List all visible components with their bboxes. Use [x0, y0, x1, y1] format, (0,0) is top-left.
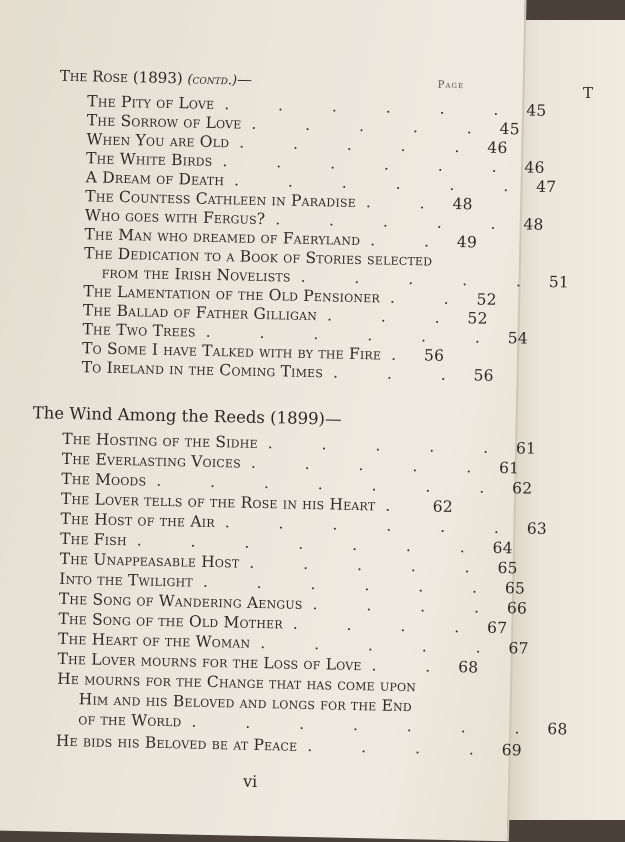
- toc-entry: The Fish . . . . . . . 64: [59, 529, 513, 558]
- toc-entry: The Hosting of the Sidhe . . . . . 61: [62, 429, 537, 458]
- toc-entry: The Host of the Air . . . . . . 63: [60, 509, 548, 538]
- toc-entry: The Countess Cathleen in Paradise . . 48: [85, 187, 473, 214]
- section-heading-wind-among-the-reeds: The Wind Among the Reeds (1899)—: [32, 403, 342, 429]
- page-folio: vi: [242, 771, 258, 791]
- toc-entry: The Two Trees . . . . . . 54: [82, 320, 529, 348]
- page-column-label: Page: [437, 79, 465, 92]
- toc-entry-continuation: of the World . . . . . . . 68: [78, 710, 568, 739]
- toc-entry: The Lover tells of the Rose in his Heart . 62: [60, 489, 454, 517]
- toc-entry: The Lamentation of the Old Pensioner . . 52: [83, 282, 497, 309]
- toc-entry: The Man who dreamed of Faeryland . . 49: [84, 225, 478, 252]
- toc-entry: He mourns for the Change that has come upon: [56, 669, 417, 696]
- toc-entry: The Pity of Love . . . . . . 45: [87, 92, 547, 120]
- toc-entry: To Ireland in the Coming Times . . . 56: [81, 358, 494, 385]
- toc-entry-continuation: from the Irish Novelists . . . . . 51: [101, 263, 570, 292]
- toc-entry: The Ballad of Father Gilligan . . . 52: [82, 301, 488, 328]
- toc-entry: The Everlasting Voices . . . . . 61: [61, 449, 520, 478]
- toc-entry: The White Birds . . . . . . 46: [85, 149, 545, 177]
- section-heading-the-rose: The Rose (1893) (contd.)—: [59, 66, 253, 89]
- toc-entry: He bids his Beloved be at Peace . . . . 69: [55, 731, 523, 760]
- toc-entry: The Moods . . . . . . . 62: [61, 469, 533, 498]
- toc-entry: A Dream of Death . . . . . . 47: [85, 168, 557, 197]
- toc-entry: Who goes with Fergus? . . . . . 48: [84, 206, 544, 234]
- toc-entry: The Song of Wandering Aengus . . . . 66: [58, 589, 528, 618]
- contd-label: (contd.): [187, 72, 238, 89]
- toc-entry: Into the Twilight . . . . . . 65: [59, 569, 526, 598]
- toc-entry: The Lover mourns for the Loss of Love . . 68: [57, 649, 479, 677]
- toc-entry: To Some I have Talked with by the Fire . 56: [81, 339, 445, 365]
- toc-entry: The Unappeasable Host . . . . . 65: [59, 549, 518, 578]
- toc-entry: The Song of the Old Mother . . . . 67: [58, 609, 508, 638]
- toc-entry: The Sorrow of Love . . . . . 45: [86, 111, 520, 139]
- toc-entry: When You are Old . . . . . 46: [86, 130, 508, 158]
- toc-entry: The Heart of the Woman . . . . . 67: [57, 629, 529, 658]
- facing-page-letter: T: [583, 84, 594, 102]
- toc-entry: The Dedication to a Book of Stories selected: [83, 244, 433, 270]
- toc-entry-continuation: Him and his Beloved and longs for the End: [78, 690, 413, 716]
